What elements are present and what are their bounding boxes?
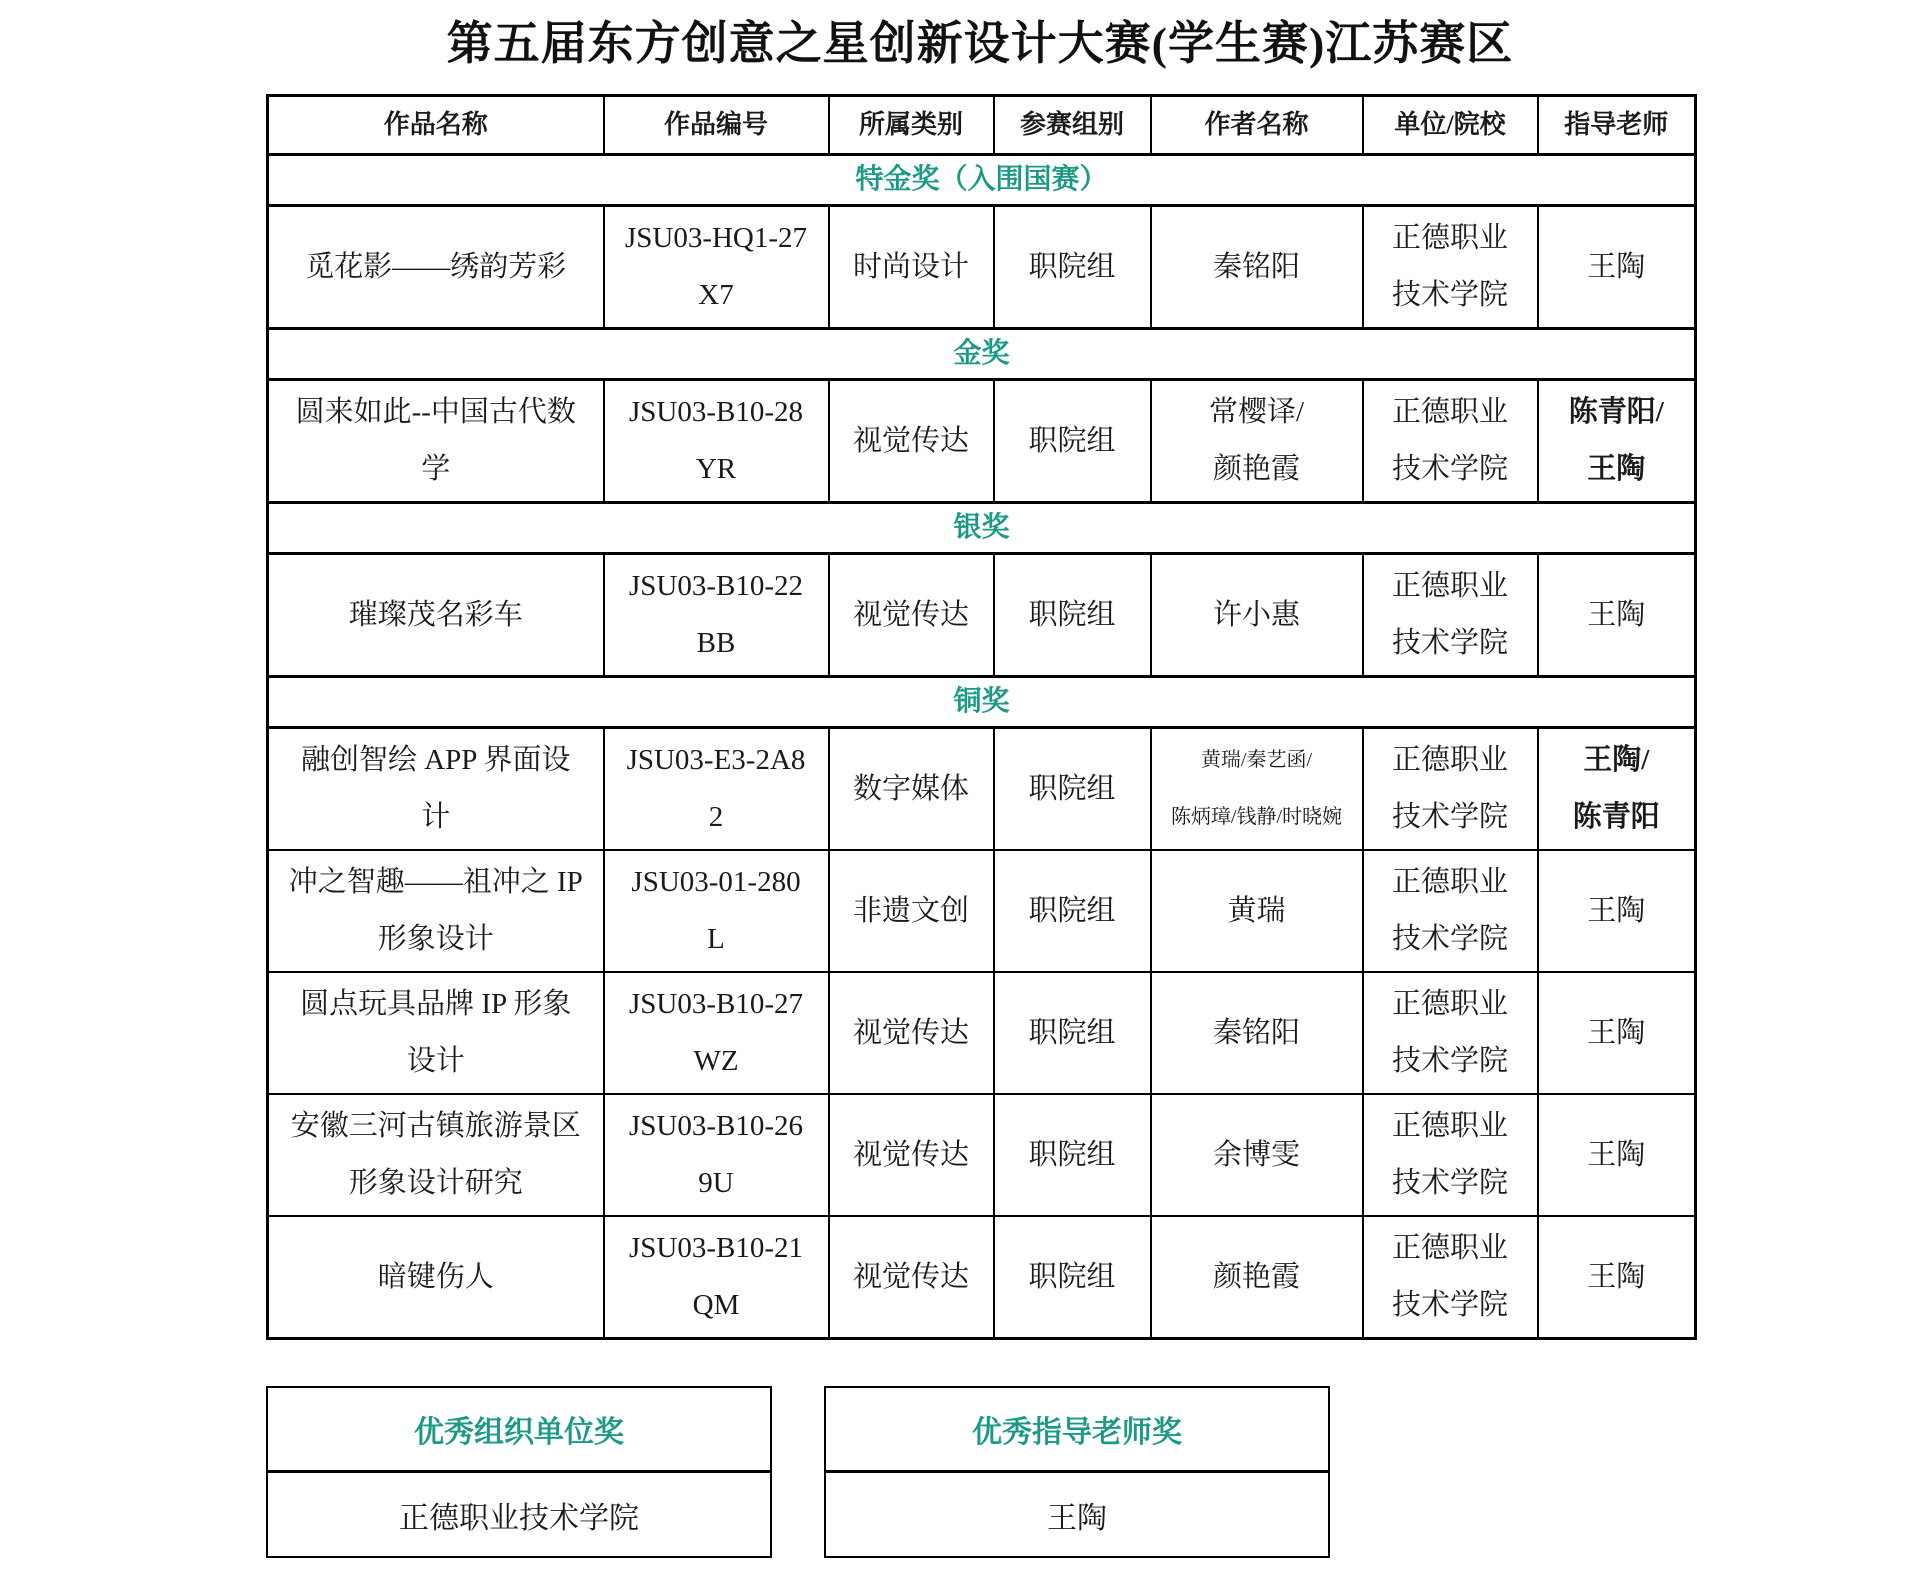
work-code: JSU03-B10-27WZ [604, 972, 829, 1094]
award-table-organization [266, 1386, 772, 1558]
work-advisors [1538, 850, 1696, 972]
person-name: 黄瑞/ [1200, 749, 1247, 771]
award-winner: 王陶 [825, 1472, 1329, 1558]
award-winner: 正德职业技术学院 [267, 1472, 771, 1558]
page-title: 第五届东方创意之星创新设计大赛(学生赛)江苏赛区 [446, 18, 1514, 69]
document-page [266, 14, 1694, 1558]
work-advisors [1538, 380, 1696, 503]
work-name: 圆来如此--中国古代数学 [268, 380, 604, 503]
col-header-work-name: 作品名称 [268, 96, 604, 155]
work-group: 职院组 [994, 1216, 1151, 1339]
work-school: 正德职业技术学院 [1363, 850, 1538, 972]
work-school: 正德职业技术学院 [1363, 206, 1538, 329]
work-advisors [1538, 1216, 1696, 1339]
work-code: JSU03-B10-22BB [604, 554, 829, 677]
person-name: 王陶/ [1583, 744, 1650, 776]
person-name: 常樱译/ [1208, 396, 1305, 428]
section-band-special-gold [268, 155, 1696, 206]
work-school: 正德职业技术学院 [1363, 1216, 1538, 1339]
section-label: 铜奖 [268, 677, 1696, 728]
table-row [268, 850, 1696, 972]
work-name: 圆点玩具品牌 IP 形象设计 [268, 972, 604, 1094]
person-name: 王陶 [1587, 1016, 1646, 1049]
col-header-advisor: 指导老师 [1538, 96, 1696, 155]
results-table [266, 94, 1697, 1340]
work-category: 数字媒体 [829, 728, 994, 851]
work-authors [1151, 972, 1363, 1094]
work-name: 觅花影——绣韵芳彩 [268, 206, 604, 329]
person-name: 颜艳霞 [1212, 1260, 1300, 1293]
section-band-bronze [268, 677, 1696, 728]
work-authors [1151, 850, 1363, 972]
work-code: JSU03-01-280L [604, 850, 829, 972]
section-label: 特金奖（入围国赛） [268, 155, 1696, 206]
work-group: 职院组 [994, 728, 1151, 851]
work-code: JSU03-B10-269U [604, 1094, 829, 1216]
person-name: 黄瑞 [1227, 894, 1286, 927]
col-header-authors: 作者名称 [1151, 96, 1363, 155]
footer-awards [266, 1386, 1694, 1558]
work-advisors [1538, 554, 1696, 677]
person-name: 陈炳璋/ [1170, 806, 1237, 828]
award-title: 优秀组织单位奖 [267, 1387, 771, 1472]
work-group: 职院组 [994, 380, 1151, 503]
work-authors [1151, 554, 1363, 677]
work-group: 职院组 [994, 972, 1151, 1094]
work-code: JSU03-B10-21QM [604, 1216, 829, 1339]
person-name: 陈青阳 [1572, 801, 1660, 833]
work-authors [1151, 380, 1363, 503]
work-category: 视觉传达 [829, 972, 994, 1094]
work-category: 视觉传达 [829, 554, 994, 677]
person-name: 钱静/ [1236, 806, 1283, 828]
col-header-group: 参赛组别 [994, 96, 1151, 155]
work-group: 职院组 [994, 554, 1151, 677]
person-name: 王陶 [1587, 894, 1646, 927]
award-table-advisor [824, 1386, 1330, 1558]
col-header-work-code: 作品编号 [604, 96, 829, 155]
work-advisors [1538, 206, 1696, 329]
work-name: 融创智绘 APP 界面设计 [268, 728, 604, 851]
work-school: 正德职业技术学院 [1363, 554, 1538, 677]
table-row [268, 206, 1696, 329]
work-school: 正德职业技术学院 [1363, 972, 1538, 1094]
work-category: 视觉传达 [829, 380, 994, 503]
section-label: 银奖 [268, 503, 1696, 554]
work-school: 正德职业技术学院 [1363, 728, 1538, 851]
table-row [268, 554, 1696, 677]
work-name: 冲之智趣——祖冲之 IP 形象设计 [268, 850, 604, 972]
award-title: 优秀指导老师奖 [825, 1387, 1329, 1472]
person-name: 王陶 [1587, 598, 1646, 631]
work-name: 暗键伤人 [268, 1216, 604, 1339]
person-name: 王陶 [1587, 453, 1646, 485]
table-row [268, 1216, 1696, 1339]
work-school: 正德职业技术学院 [1363, 1094, 1538, 1216]
table-row [268, 728, 1696, 851]
table-row [268, 972, 1696, 1094]
work-code: JSU03-E3-2A82 [604, 728, 829, 851]
work-group: 职院组 [994, 206, 1151, 329]
work-authors [1151, 206, 1363, 329]
person-name: 秦艺函/ [1246, 749, 1313, 771]
person-name: 时晓婉 [1282, 806, 1343, 828]
section-band-gold [268, 329, 1696, 380]
table-row [268, 380, 1696, 503]
work-authors [1151, 1216, 1363, 1339]
table-row [268, 1094, 1696, 1216]
person-name: 陈青阳/ [1568, 396, 1664, 428]
work-name: 安徽三河古镇旅游景区形象设计研究 [268, 1094, 604, 1216]
work-category: 时尚设计 [829, 206, 994, 329]
work-authors [1151, 1094, 1363, 1216]
person-name: 秦铭阳 [1212, 250, 1300, 283]
header-row [268, 96, 1696, 155]
work-category: 非遗文创 [829, 850, 994, 972]
work-advisors [1538, 1094, 1696, 1216]
person-name: 颜艳霞 [1212, 453, 1300, 485]
person-name: 余博雯 [1212, 1138, 1300, 1171]
work-code: JSU03-B10-28YR [604, 380, 829, 503]
section-band-silver [268, 503, 1696, 554]
work-group: 职院组 [994, 1094, 1151, 1216]
work-category: 视觉传达 [829, 1216, 994, 1339]
work-category: 视觉传达 [829, 1094, 994, 1216]
work-school: 正德职业技术学院 [1363, 380, 1538, 503]
work-code: JSU03-HQ1-27X7 [604, 206, 829, 329]
col-header-school: 单位/院校 [1363, 96, 1538, 155]
work-group: 职院组 [994, 850, 1151, 972]
work-advisors [1538, 972, 1696, 1094]
col-header-category: 所属类别 [829, 96, 994, 155]
work-advisors [1538, 728, 1696, 851]
work-authors [1151, 728, 1363, 851]
person-name: 王陶 [1587, 1260, 1646, 1293]
section-label: 金奖 [268, 329, 1696, 380]
work-name: 璀璨茂名彩车 [268, 554, 604, 677]
person-name: 秦铭阳 [1212, 1016, 1300, 1049]
person-name: 王陶 [1587, 250, 1646, 283]
person-name: 王陶 [1587, 1138, 1646, 1171]
person-name: 许小惠 [1212, 598, 1300, 631]
